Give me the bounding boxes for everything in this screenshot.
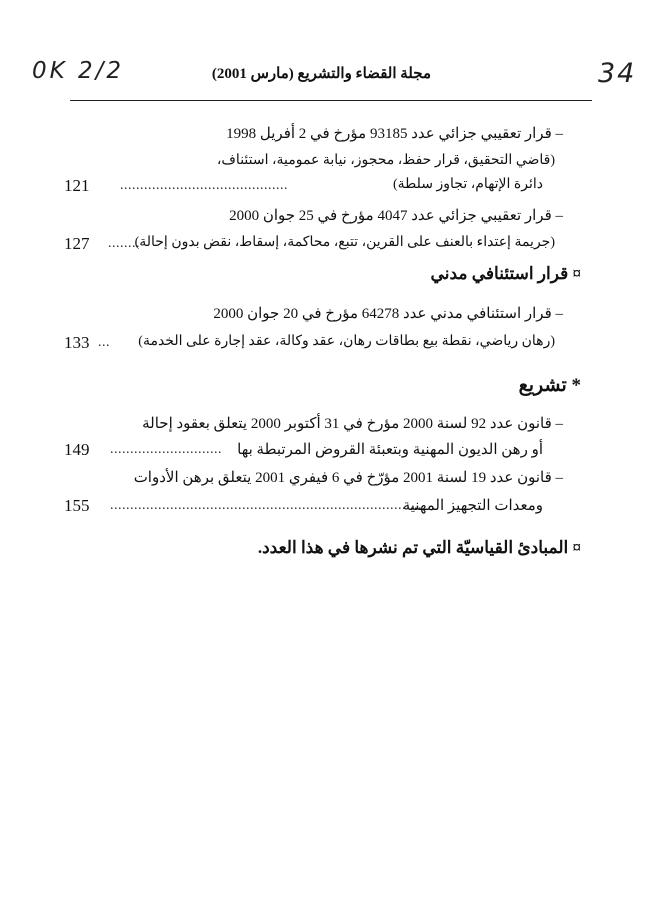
leader-dots: ............................ bbox=[110, 442, 222, 457]
page-number: 121 bbox=[64, 176, 90, 195]
toc-entry-text: – قرار تعقيبي جزائي عدد 93185 مؤرخ في 2 أفريل 1998 bbox=[226, 126, 563, 142]
handwritten-note-right: 34 bbox=[598, 58, 637, 89]
section-heading-principles: ¤ المبادئ القياسيّة التي تم نشرها في هذا العدد. bbox=[257, 538, 581, 557]
section-heading-legislation: * تشريع bbox=[518, 375, 581, 396]
leader-dots: ... bbox=[98, 335, 110, 350]
toc-entry-text: – قرار تعقيبي جزائي عدد 4047 مؤرخ في 25 جوان 2000 bbox=[229, 208, 563, 224]
toc-entry-text: – قانون عدد 92 لسنة 2000 مؤرخ في 31 أكتوبر 2000 يتعلق بعقود إحالة bbox=[142, 416, 563, 432]
page-number: 149 bbox=[64, 440, 90, 459]
toc-entry-text: (رهان رياضي، نقطة بيع بطاقات رهان، عقد وكالة، عقد إجارة على الخدمة) bbox=[138, 334, 555, 349]
page-number: 155 bbox=[64, 496, 90, 515]
leader-dots: ........ bbox=[108, 236, 140, 251]
toc-entry-text: – قانون عدد 19 لسنة 2001 مؤرّخ في 6 فيفري 2001 يتعلق برهن الأدوات bbox=[133, 470, 563, 486]
leader-dots: .......................................... bbox=[120, 178, 288, 193]
page-number: 133 bbox=[64, 333, 90, 352]
header-rule bbox=[70, 100, 592, 101]
toc-entry-text: أو رهن الديون المهنية وبتعبئة القروض المرتبطة بها bbox=[237, 442, 543, 458]
leader-dots: .............................................................................. bbox=[110, 498, 422, 513]
section-heading-civil-appeal: ¤ قرار استئنافي مدني bbox=[430, 264, 581, 283]
toc-entry-text: – قرار استئنافي مدني عدد 64278 مؤرخ في 20 جوان 2000 bbox=[213, 306, 563, 322]
toc-entry-text: ومعدات التجهيز المهنية bbox=[402, 498, 543, 514]
page-number: 127 bbox=[64, 234, 90, 253]
toc-entry-text: (قاضي التحقيق، قرار حفظ، محجوز، نيابة عمومية، استئناف، bbox=[216, 153, 555, 168]
journal-title: مجلة القضاء والتشريع (مارس 2001) bbox=[211, 66, 431, 82]
handwritten-note-left: 0K 2/2 bbox=[32, 58, 125, 84]
toc-entry-text: (جريمة إعتداء بالعنف على القرين، تتبع، محاكمة، إسقاط، نقض بدون إحالة) bbox=[134, 235, 555, 250]
toc-entry-text: دائرة الإتهام، تجاوز سلطة) bbox=[393, 177, 543, 192]
